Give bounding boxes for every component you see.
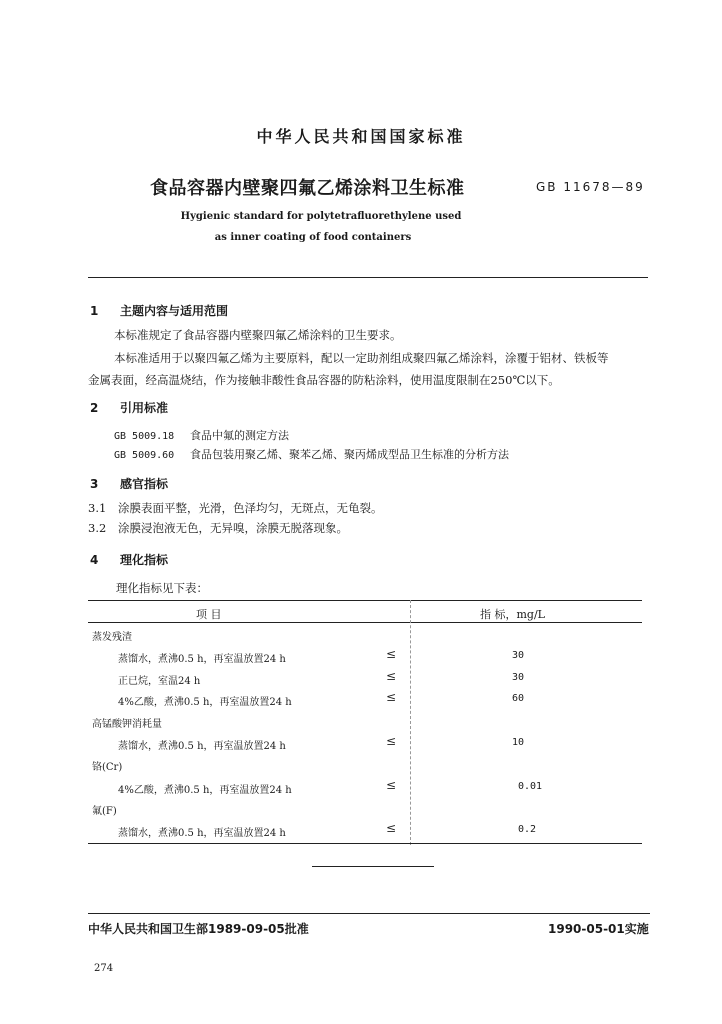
table-category: 高锰酸钾消耗量 [92,719,162,730]
section-1-paragraph-2-line-1: 本标准适用于以聚四氟乙烯为主要原料，配以一定助剂组成聚四氟乙烯涂料，涂覆于铝材、铁板等 [114,351,609,365]
table-category: 铬(Cr) [92,762,123,773]
table-value: 10 [512,737,525,748]
table-value: 30 [512,672,525,683]
reference-item [114,427,289,443]
english-title-line-1: Hygienic standard for polytetrafluorethylene used [180,211,462,222]
table-condition: 4%乙酸，煮沸0.5 h，再室温放置24 h [118,697,292,708]
national-standard-heading: 中华人民共和国国家标准 [256,127,466,146]
le-symbol: ≤ [386,690,397,704]
table-header-index: 指 标，mg/L [480,608,545,621]
table-value: 30 [512,650,525,661]
footer-rule [88,913,650,914]
table-top-rule [88,600,642,601]
table-condition: 蒸馏水，煮沸0.5 h，再室温放置24 h [118,828,286,839]
clause-3-1 [88,500,383,517]
reference-title: 食品包装用聚乙烯、聚苯乙烯、聚丙烯成型品卫生标准的分析方法 [190,448,509,461]
section-3-heading [90,475,168,492]
section-title: 理化指标 [120,553,169,567]
section-title: 感官指标 [120,477,169,491]
le-symbol: ≤ [386,821,397,835]
document-title: 食品容器内壁聚四氟乙烯涂料卫生标准 [150,178,465,199]
clause-number: 3.1 [88,501,107,515]
reference-item [114,446,509,462]
table-condition: 蒸馏水，煮沸0.5 h，再室温放置24 h [118,654,286,665]
reference-title: 食品中氟的测定方法 [190,429,289,442]
standard-code: GB 11678—89 [536,180,645,194]
section-number: 3 [90,477,99,491]
clause-3-2 [88,520,348,537]
table-condition: 4%乙酸，煮沸0.5 h，再室温放置24 h [118,785,292,796]
clause-text: 涂膜表面平整，光滑，色泽均匀，无斑点，无龟裂。 [118,501,383,515]
table-condition: 蒸馏水，煮沸0.5 h，再室温放置24 h [118,741,286,752]
approval-statement: 中华人民共和国卫生部1989-09-05批准 [88,922,309,936]
english-title-line-2: as inner coating of food containers [214,232,412,243]
table-intro: 理化指标见下表： [116,581,208,595]
le-symbol: ≤ [386,647,397,661]
table-header-item: 项 目 [196,608,222,621]
table-value: 60 [512,693,525,704]
implementation-date: 1990-05-01实施 [548,922,649,936]
end-mark-rule [312,866,434,867]
section-title: 主题内容与适用范围 [120,304,229,318]
table-bottom-rule [88,843,642,844]
clause-number: 3.2 [88,521,107,535]
le-symbol: ≤ [386,734,397,748]
table-category: 蒸发残渣 [92,632,132,643]
section-number: 1 [90,304,99,318]
table-value: 0.2 [518,824,537,835]
section-1-paragraph-2-line-2: 金属表面，经高温烧结，作为接触非酸性食品容器的防粘涂料，使用温度限制在250℃以下。 [88,373,560,387]
table-header-rule [88,622,642,623]
clause-text: 涂膜浸泡液无色，无异嗅，涂膜无脱落现象。 [118,521,348,535]
table-condition: 正已烷，室温24 h [118,676,201,687]
table-category: 氟(F) [92,806,117,817]
header-rule [88,277,648,278]
reference-code: GB 5009.18 [114,431,175,442]
section-title: 引用标准 [120,401,169,415]
table-column-divider [410,600,411,845]
section-4-heading [90,551,168,568]
le-symbol: ≤ [386,778,397,792]
section-number: 4 [90,553,99,567]
section-1-heading [90,302,228,319]
section-2-heading [90,399,168,416]
reference-code: GB 5009.60 [114,450,175,461]
le-symbol: ≤ [386,669,397,683]
section-number: 2 [90,401,99,415]
page-number: 274 [94,963,114,974]
section-1-paragraph-1: 本标准规定了食品容器内壁聚四氟乙烯涂料的卫生要求。 [114,328,402,342]
table-value: 0.01 [518,781,543,792]
